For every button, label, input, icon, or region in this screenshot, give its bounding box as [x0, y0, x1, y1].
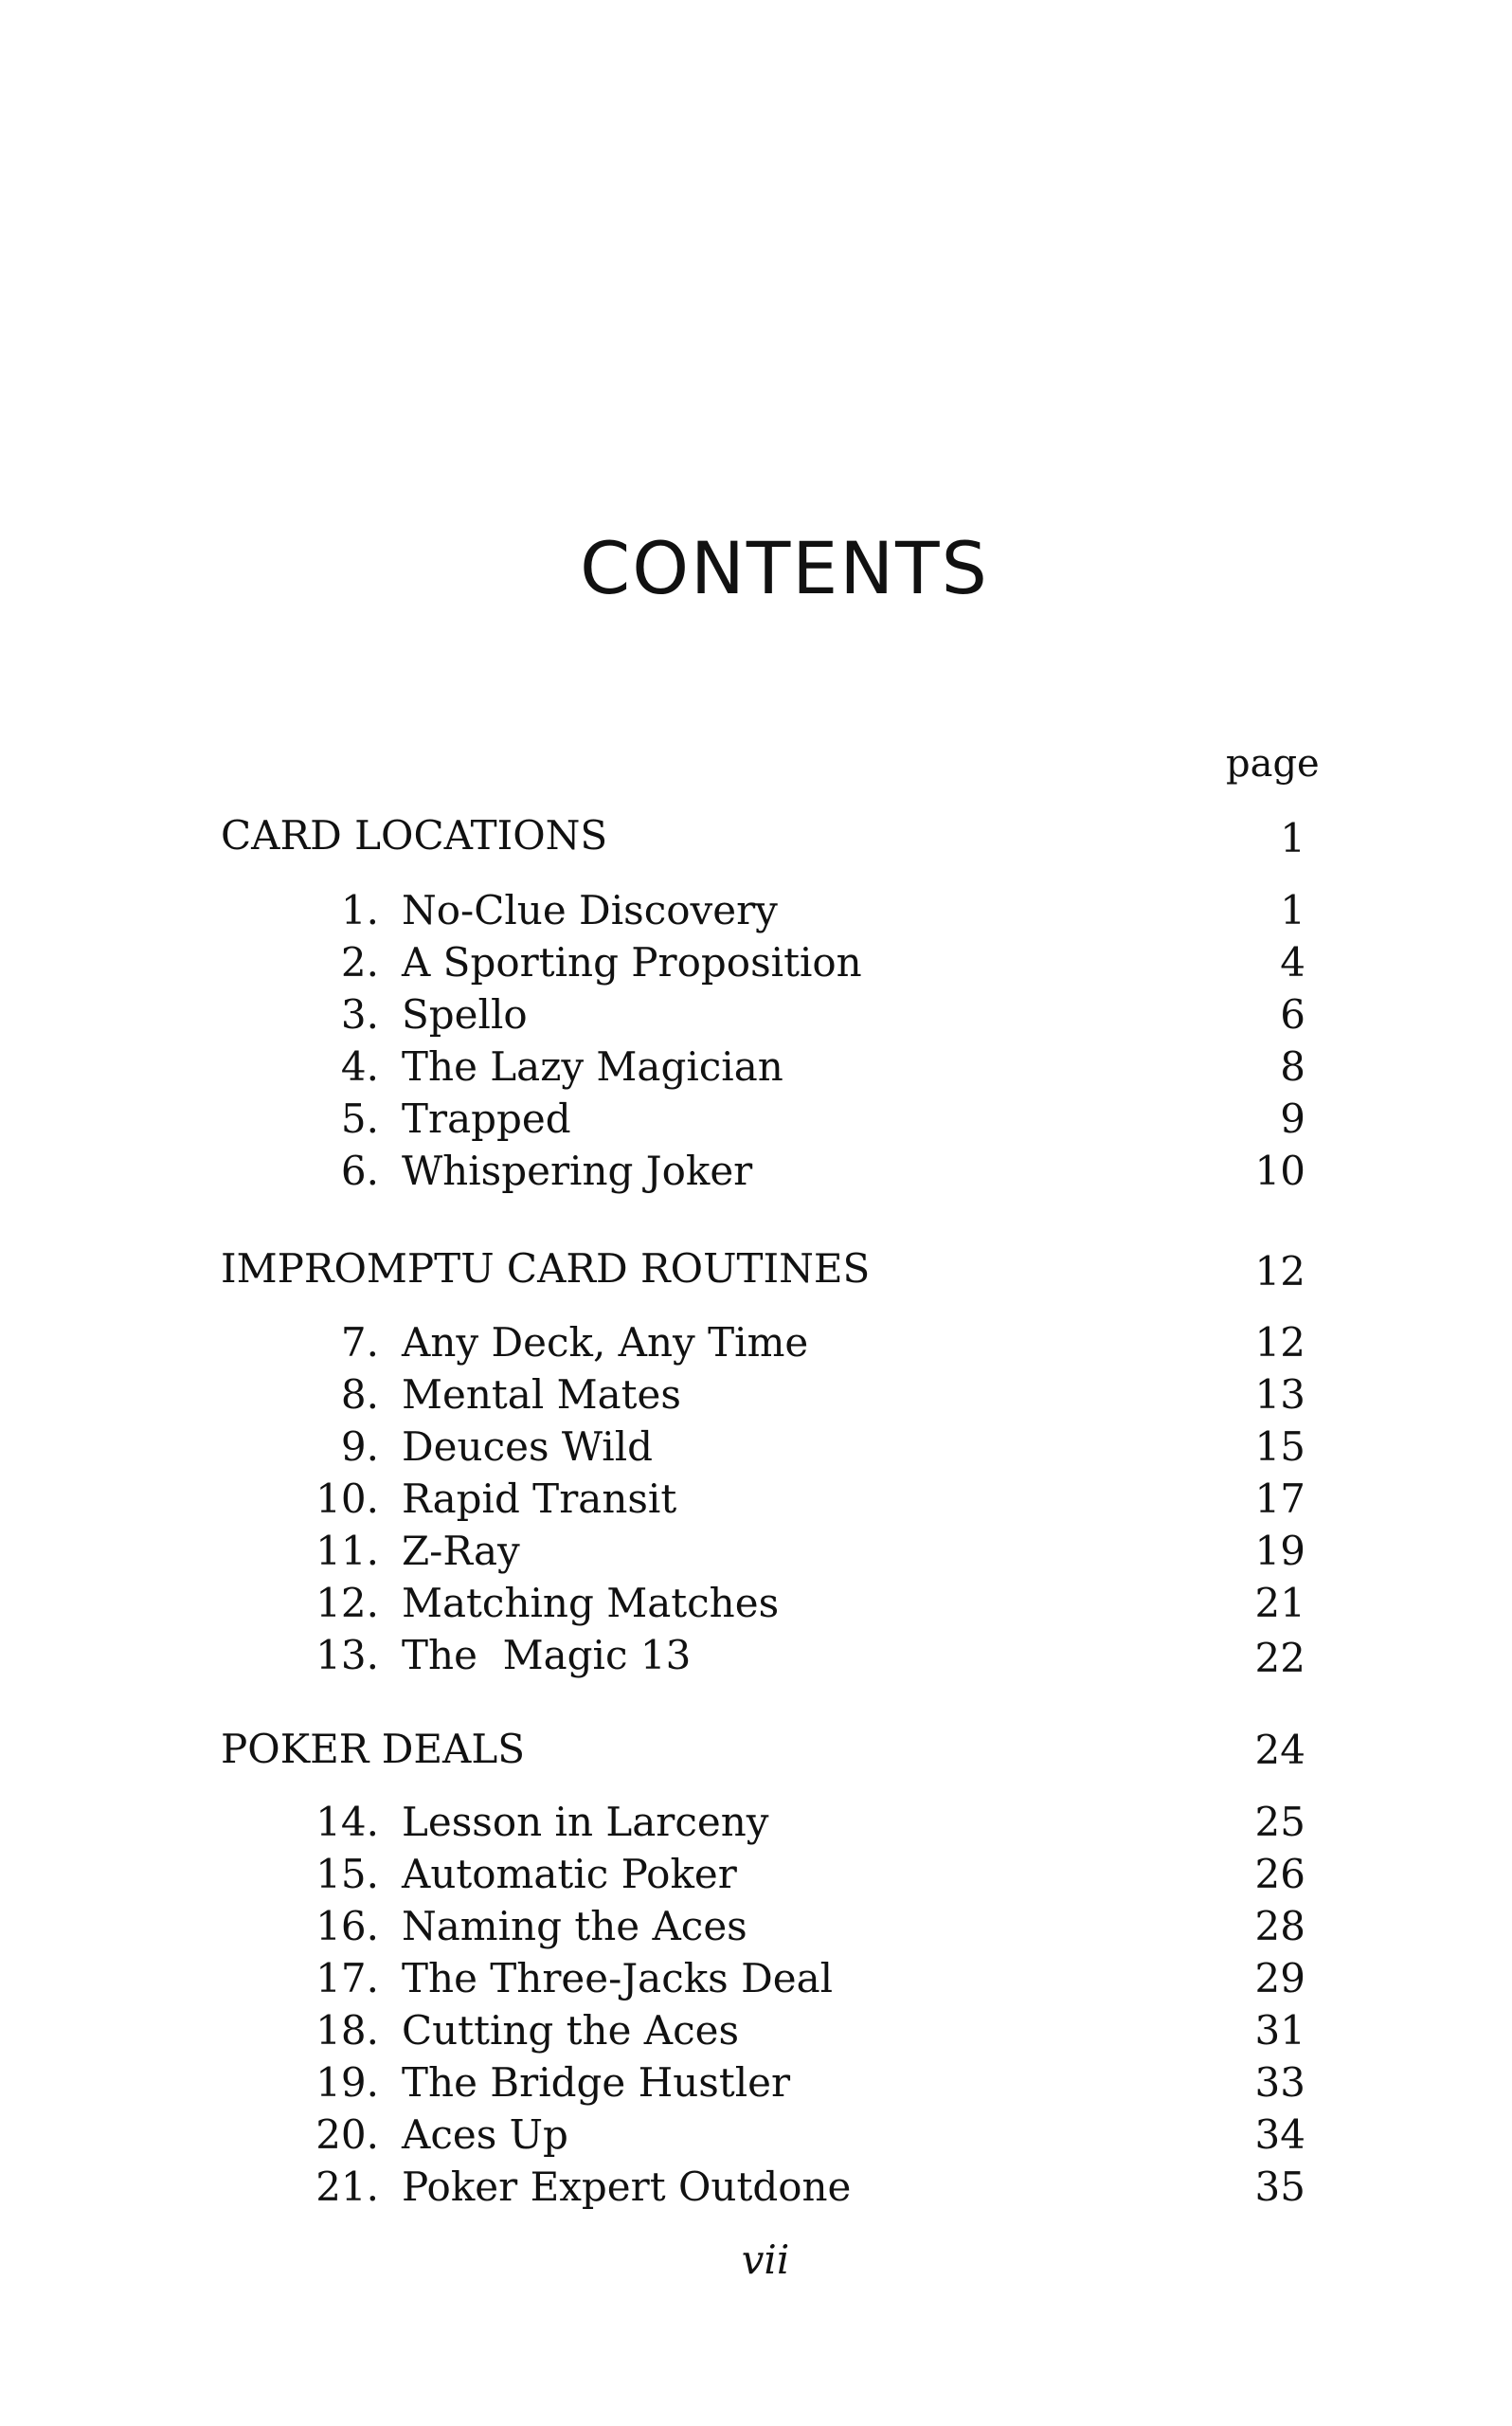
entry-number: 13.: [315, 1632, 379, 1678]
entry-title: The Three-Jacks Deal: [402, 1955, 834, 2001]
entry-page-number: 25: [1254, 1799, 1305, 1845]
section-page-number: 1: [1280, 815, 1305, 861]
entry-title: The Magic 13: [402, 1632, 692, 1678]
entry-number: 11.: [315, 1528, 379, 1574]
entry-title: Cutting the Aces: [402, 2007, 740, 2054]
entry-page-number: 22: [1254, 1635, 1305, 1681]
entry-page-number: 29: [1254, 1955, 1305, 2001]
entry-number: 3.: [340, 991, 379, 1038]
entry-page-number: 17: [1254, 1476, 1305, 1522]
entry-title: Rapid Transit: [402, 1476, 677, 1522]
entry-page-number: 1: [1280, 887, 1305, 933]
entry-page-number: 4: [1280, 939, 1305, 986]
entry-title: Whispering Joker: [402, 1148, 753, 1194]
entry-page-number: 13: [1254, 1371, 1305, 1418]
entry-page-number: 26: [1254, 1851, 1305, 1897]
entry-title: No-Clue Discovery: [402, 887, 778, 933]
entry-number: 2.: [340, 939, 379, 986]
entry-page-number: 15: [1254, 1423, 1305, 1470]
entry-page-number: 12: [1254, 1319, 1305, 1366]
entry-title: Matching Matches: [402, 1580, 780, 1626]
entry-title: The Bridge Hustler: [402, 2059, 791, 2106]
entry-title: Automatic Poker: [402, 1851, 737, 1897]
entry-title: A Sporting Proposition: [402, 939, 862, 986]
entry-page-number: 31: [1254, 2007, 1305, 2054]
entry-page-number: 19: [1254, 1528, 1305, 1574]
section-title: CARD LOCATIONS: [221, 812, 608, 859]
section-page-number: 24: [1254, 1727, 1305, 1773]
page-title: CONTENTS: [580, 526, 989, 610]
page-folio: vii: [741, 2236, 790, 2283]
entry-title: Aces Up: [402, 2111, 568, 2158]
entry-number: 20.: [315, 2111, 379, 2158]
entry-number: 19.: [315, 2059, 379, 2106]
entry-page-number: 10: [1254, 1148, 1305, 1194]
entry-title: Spello: [402, 991, 528, 1038]
entry-page-number: 35: [1254, 2163, 1305, 2210]
entry-number: 10.: [315, 1476, 379, 1522]
entry-number: 16.: [315, 1903, 379, 1949]
page-column-label: page: [1226, 742, 1320, 786]
entry-title: Deuces Wild: [402, 1423, 654, 1470]
entry-title: Any Deck, Any Time: [402, 1319, 809, 1366]
entry-number: 5.: [340, 1095, 379, 1142]
entry-number: 8.: [340, 1371, 379, 1418]
entry-number: 18.: [315, 2007, 379, 2054]
entry-number: 4.: [340, 1043, 379, 1090]
entry-number: 14.: [315, 1799, 379, 1845]
entry-number: 21.: [315, 2163, 379, 2210]
entry-title: Mental Mates: [402, 1371, 681, 1418]
section-title: POKER DEALS: [221, 1726, 526, 1772]
entry-title: Lesson in Larceny: [402, 1799, 769, 1845]
entry-page-number: 33: [1254, 2059, 1305, 2106]
section-page-number: 12: [1254, 1248, 1305, 1294]
entry-page-number: 28: [1254, 1903, 1305, 1949]
entry-page-number: 9: [1280, 1095, 1305, 1142]
entry-number: 1.: [340, 887, 379, 933]
entry-page-number: 21: [1254, 1580, 1305, 1626]
entry-number: 15.: [315, 1851, 379, 1897]
entry-number: 12.: [315, 1580, 379, 1626]
entry-title: Naming the Aces: [402, 1903, 747, 1949]
entry-number: 17.: [315, 1955, 379, 2001]
entry-title: Z-Ray: [402, 1528, 520, 1574]
entry-title: Trapped: [402, 1095, 571, 1142]
entry-page-number: 8: [1280, 1043, 1305, 1090]
entry-title: Poker Expert Outdone: [402, 2163, 852, 2210]
section-title: IMPROMPTU CARD ROUTINES: [221, 1245, 871, 1292]
entry-title: The Lazy Magician: [402, 1043, 783, 1090]
entry-number: 9.: [340, 1423, 379, 1470]
entry-page-number: 6: [1280, 991, 1305, 1038]
entry-page-number: 34: [1254, 2111, 1305, 2158]
entry-number: 6.: [340, 1148, 379, 1194]
entry-number: 7.: [340, 1319, 379, 1366]
